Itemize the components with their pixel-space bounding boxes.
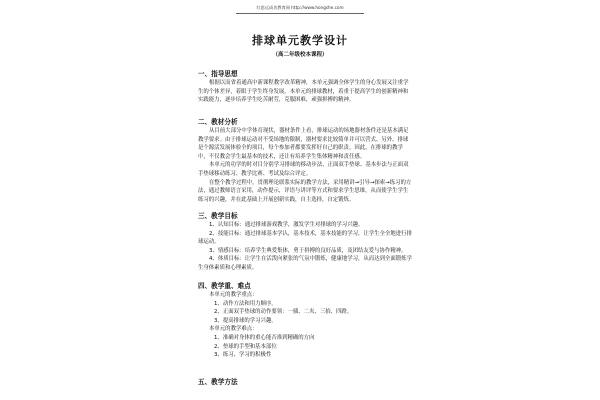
section-heading: 五、教学方法 — [198, 378, 238, 386]
section-guiding-ideology — [198, 70, 412, 105]
objective-item: 4、体质目标：让学生在活泼向紧张的气氛中锻炼，健康地学习，从而达到全面锻炼学生身体素质和心理素质。 — [198, 256, 412, 271]
objective-item: 2、技能目标：通过排球基本学认，基本技术，基本技能的学习，让学生全全地进行排球运动。 — [198, 230, 412, 246]
section-key-difficult-points — [198, 282, 412, 360]
subheading-key-points: 本单元的教学重点： — [209, 292, 258, 298]
objective-item: 3、情感目标：培养学生典爱集体，勇于拼搏的良好品质，及团结友爱与协作精神。 — [209, 247, 407, 254]
list-item: 2、垫球的手型和基本部位 — [214, 343, 277, 350]
section-heading: 四、教学重、难点 — [198, 282, 251, 290]
page-header: 红思远成功教育网 http://www.hongshe.com — [256, 5, 344, 10]
list-item: 1、准确对身体的重心能否准到精确的方向 — [214, 334, 315, 341]
document-subtitle: （高二年级校本课程） — [272, 52, 328, 58]
list-item: 3、提高排球的学习兴趣。 — [214, 317, 277, 324]
paragraph: 从目前大部分中学体育现状，器材条件上看，排球运动的场地器材条件还是基本满足教学要求。由于排球运动对不受场地的限制，器材要求比较简单并可以营式、另外，排球是个源活发展体验全的项目，每个参加者都要发挥好自己的职责。因此，在排球的教学中，不仅教会学生最基本的技术，还让有培养学生集体精神和责任感。 — [198, 128, 409, 160]
section-heading: 二、教材分析 — [198, 118, 238, 126]
section-heading: 一、指导思想 — [198, 70, 238, 78]
header-rule — [236, 13, 364, 14]
objective-item: 1、认知目标：通过排球游戏教学，激发学生对排球的学习兴趣。 — [209, 222, 364, 228]
paragraph: 本单元的功学的时对目分别学习排球的移动步法、正面双手垫球、基本步法与正面双手垫球移动练习、教学比赛、考试及综合评定。 — [198, 162, 409, 177]
section-teaching-methods — [198, 378, 412, 387]
section-material-analysis — [198, 118, 412, 204]
paragraph: 在整个教学过程中，贯彻理论联系实际的教学方法，采用精讲→引导→探索→练习的方法，通过教师语言采用，动作提示，评语与讲评等方式和要求学生思维，从而使学生学生练习的兴趣，并在此基础上开展创新实践，自主选择，自定锻炼。 — [198, 179, 412, 203]
section-teaching-objectives — [198, 212, 412, 273]
document-title: 排球单元教学设计 — [252, 34, 348, 47]
list-item: 3、练习、学习的积极性 — [214, 352, 272, 359]
list-item: 1、动作方法和用力顺序。 — [214, 300, 277, 307]
paragraph: 根据以而省着通高中新课程教学改革精神，本单元强调全体学生的身心发展又注重学生的个体差异，着眼于学生终身发展，本单元的排球教材，着重于提高学生的创新精神和实践能力，逐步培养学生吃苦耐劳，克服困难，顽强拼搏的精神。 — [198, 80, 409, 104]
section-heading: 三、教学目标 — [198, 212, 238, 220]
list-item: 2、正面双手垫球的动作要领：一插、二夹、三抬、四蹬。 — [214, 309, 353, 316]
subheading-difficult-points: 本单元的教学难点： — [209, 326, 258, 333]
